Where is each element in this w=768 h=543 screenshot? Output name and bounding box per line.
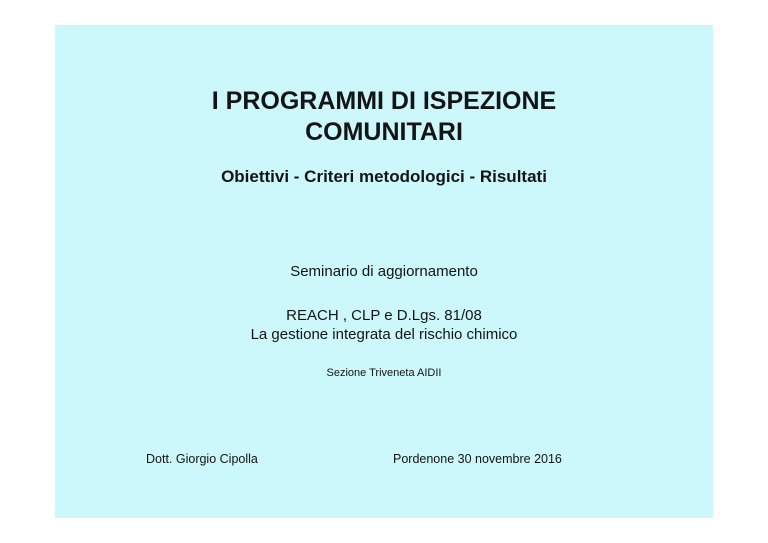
title-line-2: COMUNITARI [305,118,463,146]
seminar-label: Seminario di aggiornamento [290,263,478,280]
place-date: Pordenone 30 novembre 2016 [393,452,562,466]
topic-line-1: REACH , CLP e D.Lgs. 81/08 [286,307,482,324]
author: Dott. Giorgio Cipolla [146,452,258,466]
subtitle: Obiettivi - Criteri metodologici - Risultati [221,167,547,186]
title-line-1: I PROGRAMMI DI ISPEZIONE [211,87,557,115]
section-label: Sezione Triveneta AIDII [326,367,442,379]
topic-line-2: La gestione integrata del rischio chimico [250,326,518,343]
